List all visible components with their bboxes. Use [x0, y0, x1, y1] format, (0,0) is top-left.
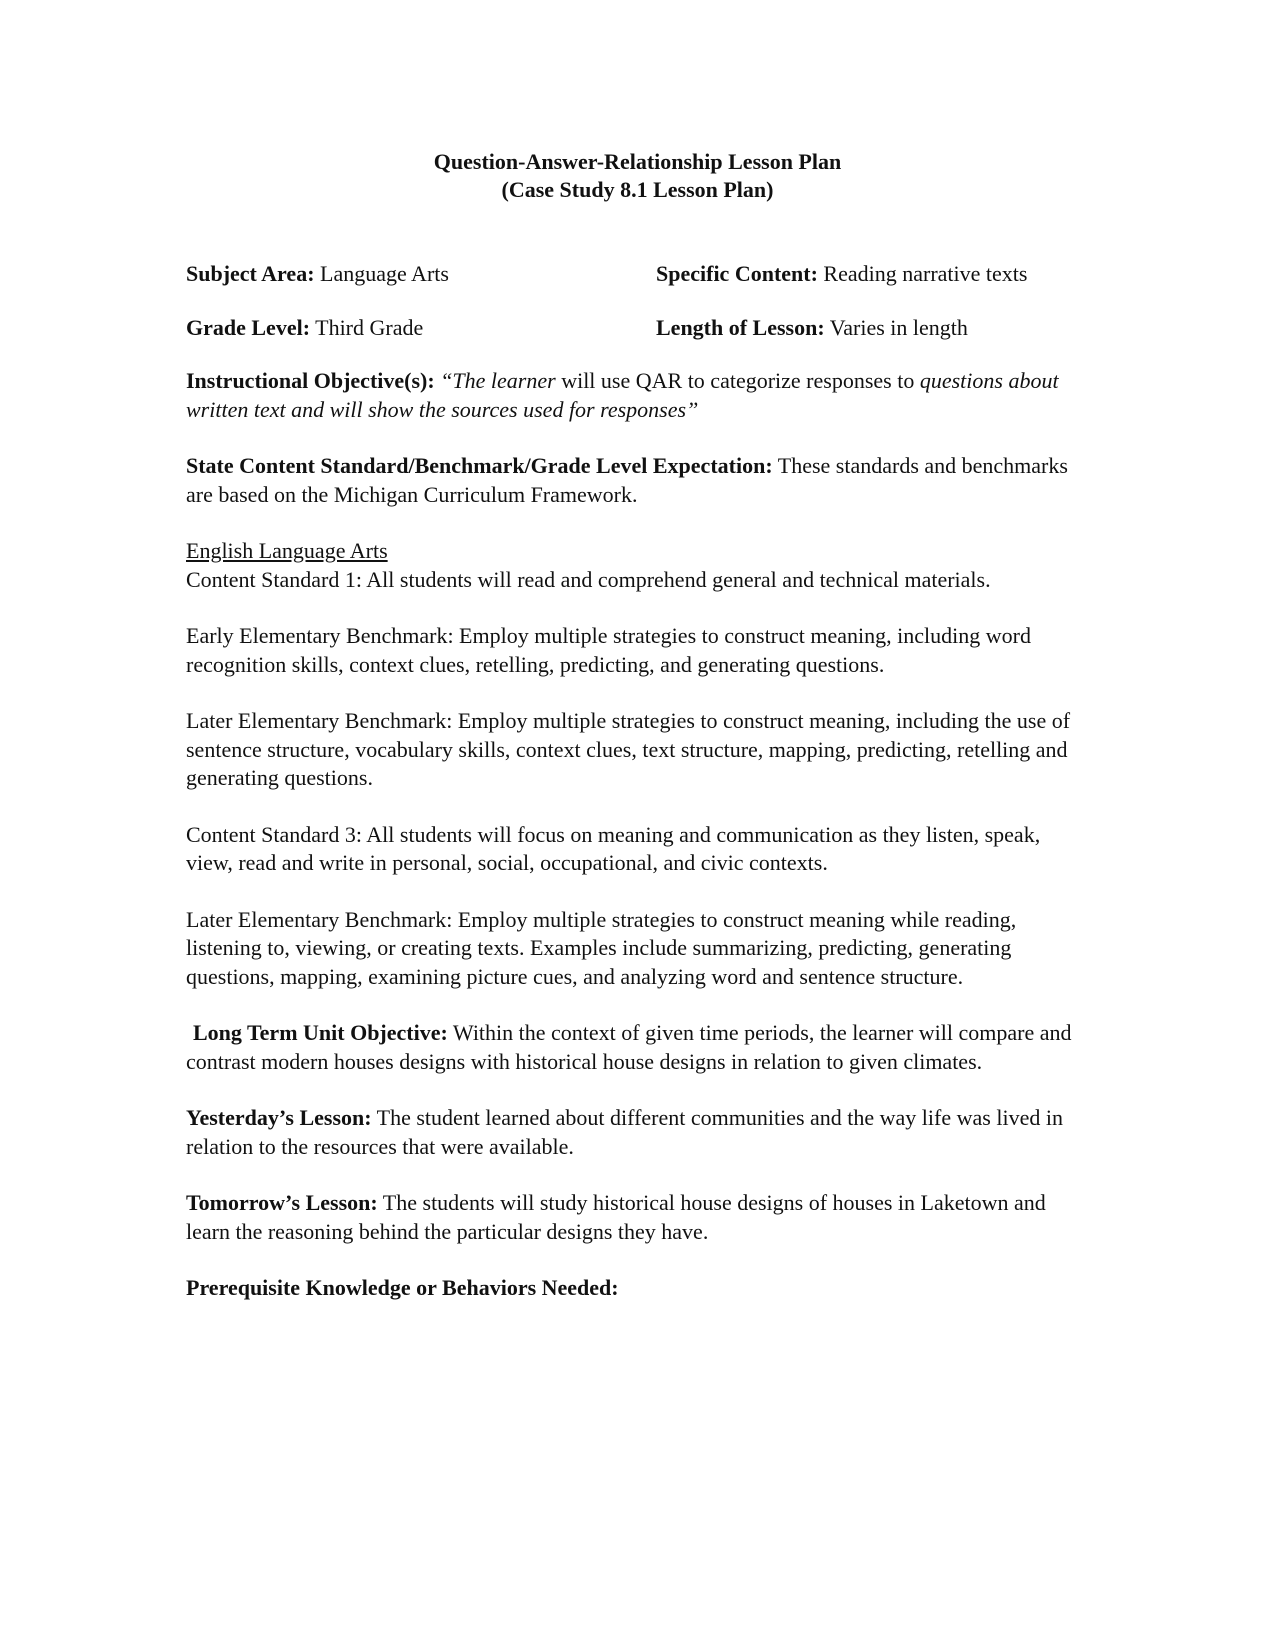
lesson-length — [656, 314, 1086, 343]
yesterday-text: The student learned about different communities and the way life was lived in relation to the resources that were available. — [186, 1105, 1063, 1159]
tomorrow-text: The students will study historical house designs of houses in Laketown and learn the reasoning behind the particular designs they have. — [186, 1190, 1046, 1244]
standard-text: These standards and benchmarks are based on the Michigan Curriculum Framework. — [186, 453, 1068, 507]
yesterdays-lesson — [186, 1104, 1086, 1161]
document-title — [0, 148, 1275, 204]
grade-level-label: Grade Level: — [186, 314, 311, 340]
long-term-text: Within the context of given time periods, the learner will compare and contrast modern houses designs with historical house designs in relation to given climates. — [186, 1020, 1072, 1074]
document-body — [186, 260, 1086, 1303]
specific-content-value: Reading narrative texts — [817, 261, 1028, 286]
long-term-label: Long Term Unit Objective: — [193, 1020, 448, 1045]
standard-label: State Content Standard/Benchmark/Grade Level Expectation: — [186, 453, 773, 478]
content-standard-1: Content Standard 1: All students will read and comprehend general and technical materials. — [186, 566, 991, 592]
prerequisite-label: Prerequisite Knowledge or Behaviors Needed: — [186, 1275, 619, 1300]
objective-label: Instructional Objective(s): — [186, 368, 435, 393]
prerequisite-knowledge — [186, 1274, 1086, 1303]
later-elementary-benchmark-1: Later Elementary Benchmark: Employ multiple strategies to construct meaning, including the use of sentence structure, vocabulary skills, context clues, text structure, mapping, predicting, retelling and generating questions. — [186, 708, 1071, 790]
later-elementary-benchmark-2: Later Elementary Benchmark: Employ multiple strategies to construct meaning while reading, listening to, viewing, or creating texts. Examples include summarizing, predicting, generating questions, mapping, examining picture cues, and analyzing word and sentence structure. — [186, 906, 1017, 989]
content-standard-3: Content Standard 3: All students will focus on meaning and communication as they listen, speak, view, read and write in personal, social, occupational, and civic contexts. — [186, 821, 1041, 875]
meta-row-1 — [186, 260, 1086, 289]
grade-level-value: Third Grade — [310, 314, 424, 340]
ela-heading: English Language Arts — [186, 538, 388, 563]
meta-row-2 — [186, 314, 1086, 343]
title-line-2: (Case Study 8.1 Lesson Plan) — [501, 177, 774, 202]
specific-content-label: Specific Content: — [656, 261, 818, 286]
subject-area-value: Language Arts — [314, 261, 449, 286]
objective-quote-open: “The learner — [434, 368, 556, 393]
title-line-1: Question-Answer-Relationship Lesson Plan — [433, 149, 842, 174]
lesson-length-label: Length of Lesson: — [656, 314, 825, 340]
subject-area — [186, 260, 656, 289]
early-elementary-benchmark: Early Elementary Benchmark: Employ multiple strategies to construct meaning, including word recognition skills, context clues, retelling, predicting, and generating questions. — [186, 623, 1031, 677]
tomorrow-label: Tomorrow’s Lesson: — [186, 1190, 378, 1215]
grade-level — [186, 314, 656, 343]
specific-content — [656, 260, 1086, 289]
subject-area-label: Subject Area: — [186, 261, 315, 286]
yesterday-label: Yesterday’s Lesson: — [186, 1105, 372, 1130]
objective-text: will use QAR to categorize responses to — [555, 368, 920, 393]
instructional-objective — [186, 367, 1086, 424]
objective-italic-rest: questions about written text and will show the sources used for responses” — [186, 368, 1059, 422]
state-standard — [186, 452, 1086, 509]
long-term-unit-objective — [186, 1019, 1086, 1076]
lesson-length-value: Varies in length — [824, 314, 968, 340]
tomorrows-lesson — [186, 1189, 1086, 1246]
